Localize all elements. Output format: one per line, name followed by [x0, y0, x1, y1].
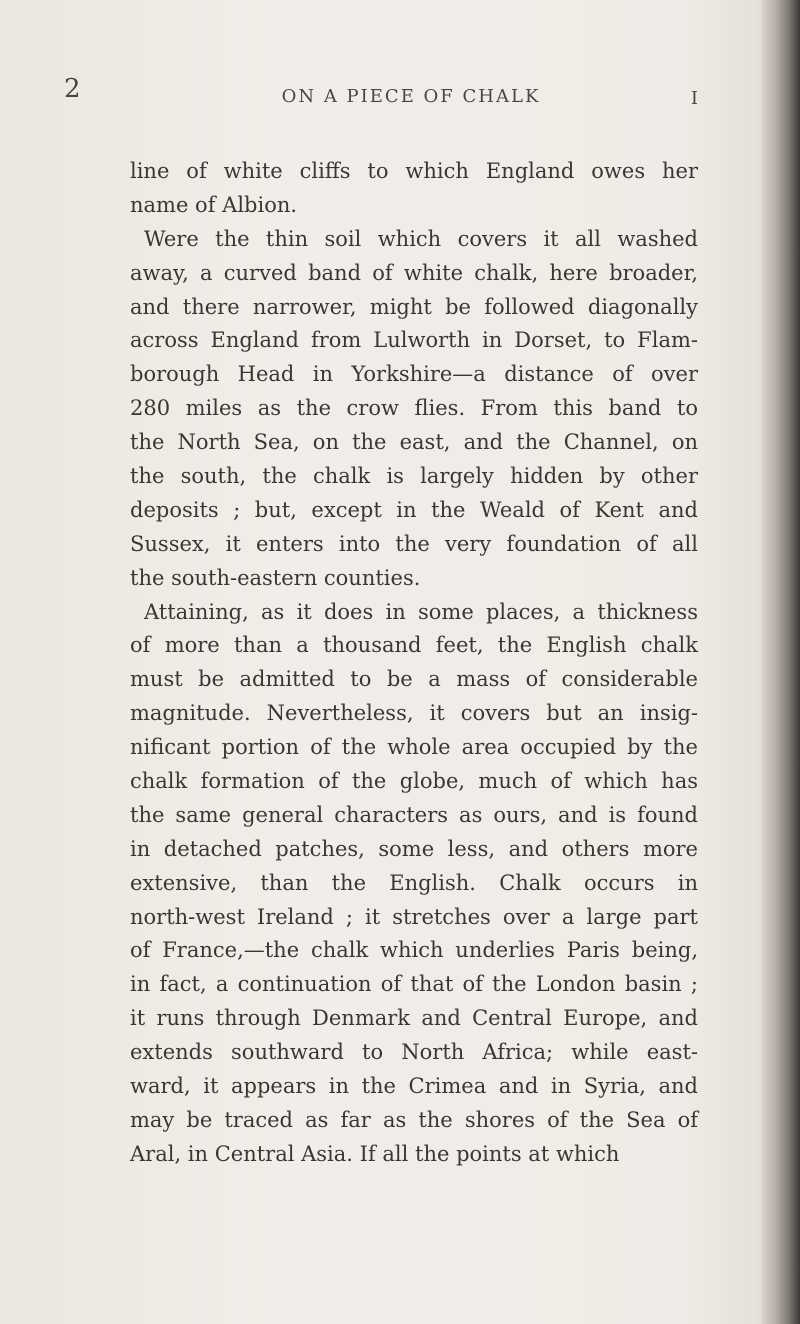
text-line: extensive, than the English. Chalk occurs in: [130, 870, 698, 895]
body-text: [130, 155, 698, 1172]
chapter-mark: I: [690, 88, 698, 109]
text-line: the south, the chalk is largely hidden by other: [130, 464, 698, 489]
text-line: may be traced as far as the shores of the Sea of: [130, 1107, 698, 1132]
text-line: chalk formation of the globe, much of which has: [130, 769, 698, 794]
text-line: 280 miles as the crow flies. From this band to: [130, 396, 698, 421]
text-line: nificant portion of the whole area occupied by the: [130, 735, 698, 760]
text-line: Aral, in Central Asia. If all the points at which: [130, 1141, 620, 1166]
text-line: Attaining, as it does in some places, a thickness: [144, 599, 698, 624]
text-line: the North Sea, on the east, and the Channel, on: [130, 430, 698, 455]
text-line: name of Albion.: [130, 192, 298, 217]
text-line: it runs through Denmark and Central Europe, and: [130, 1006, 698, 1031]
text-line: extends southward to North Africa; while east-: [130, 1040, 698, 1065]
text-line: Were the thin soil which covers it all washed: [144, 226, 698, 251]
text-line: line of white cliffs to which England owes her: [130, 159, 698, 183]
text-line: the south-eastern counties.: [130, 565, 421, 590]
running-title: ON A PIECE OF CHALK: [281, 86, 541, 107]
text-line: Sussex, it enters into the very foundation of all: [130, 531, 698, 556]
text-line: borough Head in Yorkshire—a distance of over: [130, 362, 698, 387]
text-line: must be admitted to be a mass of considerable: [130, 667, 698, 692]
text-line: ward, it appears in the Crimea and in Syria, and: [130, 1074, 698, 1099]
text-line: and there narrower, might be followed diagonally: [130, 294, 698, 319]
page-edge: [762, 0, 800, 1324]
text-line: the same general characters as ours, and is found: [130, 802, 698, 827]
text-line: north-west Ireland ; it stretches over a large part: [130, 904, 698, 929]
text-line: in detached patches, some less, and others more: [130, 836, 698, 861]
page-number: 2: [64, 74, 81, 104]
text-line: deposits ; but, except in the Weald of Kent and: [130, 497, 698, 522]
text-line: magnitude. Nevertheless, it covers but an insig-: [130, 701, 698, 726]
text-line: across England from Lulworth in Dorset, to Flam-: [130, 328, 698, 353]
page-header: [64, 74, 698, 120]
text-line: of more than a thousand feet, the English chalk: [130, 633, 698, 658]
text-line: of France,—the chalk which underlies Paris being,: [130, 938, 698, 963]
text-line: in fact, a continuation of that of the London basin ;: [130, 972, 698, 997]
text-line: away, a curved band of white chalk, here broader,: [130, 260, 698, 285]
